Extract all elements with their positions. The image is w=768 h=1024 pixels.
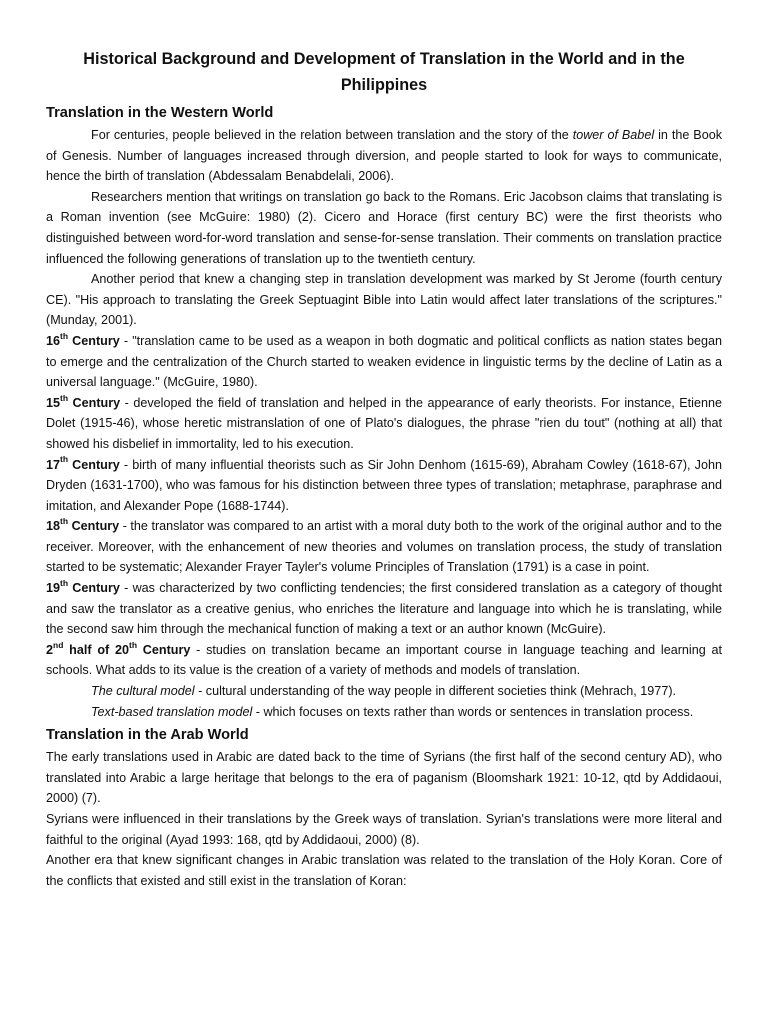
paragraph: For centuries, people believed in the relation between translation and the story of the tower of Babel in the Book of Genesis. Number of languages increased through diversion, and people started to look for ways to communicate, hence the birth of translation (Abdessalam Benabdelali, 2006). xyxy=(46,128,722,184)
century-label: 15th Century xyxy=(46,392,121,410)
paragraph: The early translations used in Arabic are dated back to the time of Syrians (the first half of the second century AD), who translated into Arabic a large heritage that belongs to the era of paganism (Bloomshark 1921: 10-12, qtd by Addidaoui, 2000) (7). xyxy=(46,750,722,806)
paragraph: Syrians were influenced in their translations by the Greek ways of translation. Syrian's translations were more literal and faithful to the original (Ayad 1993: 168, qtd by Addidaoui, 2000) (8). xyxy=(46,812,722,847)
century-entry: 19th Century - was characterized by two conflicting tendencies; the first considered translation as a category of thought and saw the translator as a creative genius, who enriches the literature and language into which he is translating, while the second saw him through the mechanical function of making a text or an author known (McGuire). xyxy=(46,577,722,637)
century-label: 2nd half of 20th Century xyxy=(46,639,191,657)
century-entry: 18th Century - the translator was compared to an artist with a moral duty both to the work of the original author and to the receiver. Moreover, with the enhancement of new theories and volumes on translation process, the study of translation started to be systematic; Alexander Frayer Tayler's volume Principles of Translation (1791) is a case in point. xyxy=(46,516,722,575)
century-label: 18th Century xyxy=(46,516,120,534)
century-label: 16th Century xyxy=(46,330,120,348)
paragraph: Another era that knew significant changes in Arabic translation was related to the translation of the Holy Koran. Core of the conflicts that existed and still exist in the translation of Koran: xyxy=(46,853,722,888)
century-entry: 2nd half of 20th Century - studies on translation became an important course in language teaching and learning at schools. What adds to its value is the creation of a variety of methods and models of translation. xyxy=(46,639,723,678)
century-entry: 16th Century - "translation came to be used as a weapon in both dogmatic and political conflicts as nation states began to emerge and the centralization of the Church started to weaken evidence in linguistic terms by the decline of Latin as a universal language." (McGuire, 1980). xyxy=(46,330,723,390)
paragraph: Another period that knew a changing step in translation development was marked by St Jerome (fourth century CE). "His approach to translating the Greek Septuagint Bible into Latin would affect later translations of the scriptures." (Munday, 2001). xyxy=(46,272,722,328)
century-label: 19th Century xyxy=(46,577,120,596)
model-entry: Text-based translation model - which focuses on texts rather than words or sentences in translation process. xyxy=(91,704,694,719)
century-label: 17th Century xyxy=(46,454,120,472)
section-heading-arab: Translation in the Arab World xyxy=(46,727,249,744)
model-entry: The cultural model - cultural understanding of the way people in different societies think (Mehrach, 1977). xyxy=(91,684,677,699)
paragraph: Researchers mention that writings on translation go back to the Romans. Eric Jacobson claims that translating is a Roman invention (see McGuire: 1980) (2). Cicero and Horace (first century BC) were the first theorists who distinguished between word-for-word translation and sense-for-sense translation. Their comments on translation practice influenced the following generations of translation up to the twentieth century. xyxy=(46,189,722,266)
century-entry: 15th Century - developed the field of translation and helped in the appearance of early theorists. For instance, Etienne Dolet (1915-46), whose heretic mistranslation of one of Plato's dialogues, the phrase "rien du tout" (nothing at all) that showed his disbelief in immortality, led to his execution. xyxy=(46,392,722,451)
page-title: Historical Background and Development of Translation in the World and in the Philippines xyxy=(83,50,685,94)
century-entry: 17th Century - birth of many influential theorists such as Sir John Denhom (1615-69), Abraham Cowley (1618-67), John Dryden (1631-1700), who was famous for his distinction between three types of translation; metaphrase, paraphrase and imitation, and Alexander Pope (1688-1744). xyxy=(46,454,722,513)
section-heading-western: Translation in the Western World xyxy=(46,105,274,121)
